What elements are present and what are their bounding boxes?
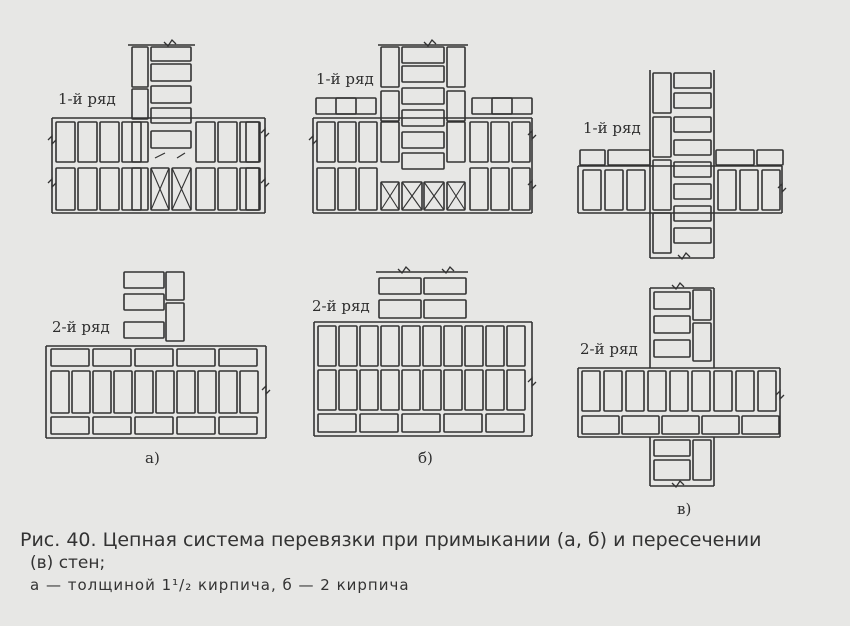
- brick: [423, 370, 441, 410]
- brick: [648, 371, 666, 411]
- brick: [674, 93, 711, 108]
- brick: [402, 414, 440, 432]
- caption-line-2: (в) стен;: [30, 553, 106, 573]
- brick: [93, 417, 131, 434]
- brick: [486, 370, 504, 410]
- brick: [654, 316, 690, 333]
- brick: [674, 228, 711, 243]
- brick: [339, 326, 357, 366]
- brick: [78, 168, 97, 210]
- brick: [177, 371, 195, 413]
- brick: [51, 417, 89, 434]
- brick: [360, 414, 398, 432]
- half-brick-mark: [151, 168, 169, 210]
- brick: [486, 414, 524, 432]
- brick: [674, 117, 711, 132]
- brick: [177, 349, 215, 366]
- brick: [605, 170, 623, 210]
- brick: [662, 416, 699, 434]
- brick: [758, 371, 776, 411]
- brick: [608, 150, 650, 165]
- label-c-row1: 1-й ряд: [583, 119, 641, 137]
- brick: [379, 300, 421, 318]
- brick: [78, 122, 97, 162]
- brick: [135, 417, 173, 434]
- brick: [114, 371, 132, 413]
- brick: [693, 290, 711, 320]
- brick: [582, 371, 600, 411]
- brick: [177, 417, 215, 434]
- brick: [444, 414, 482, 432]
- brick: [338, 168, 356, 210]
- brick: [740, 170, 758, 210]
- brick: [219, 417, 257, 434]
- brick: [402, 326, 420, 366]
- brick: [318, 370, 336, 410]
- brick: [198, 371, 216, 413]
- brick: [582, 416, 619, 434]
- brick: [132, 168, 148, 210]
- brick: [674, 73, 711, 88]
- brick: [423, 326, 441, 366]
- brick: [674, 184, 711, 199]
- brick: [622, 416, 659, 434]
- brick: [151, 131, 191, 148]
- brick: [465, 370, 483, 410]
- brick: [491, 122, 509, 162]
- brick: [653, 160, 671, 210]
- brick: [736, 371, 754, 411]
- brick: [718, 170, 736, 210]
- brick: [359, 122, 377, 162]
- brick: [124, 322, 164, 338]
- brick: [381, 91, 399, 121]
- brick: [693, 440, 711, 480]
- brick: [359, 168, 377, 210]
- brick: [381, 122, 399, 162]
- caption-line-1: Рис. 40. Цепная система перевязки при примыкании (а, б) и пересечении: [20, 529, 762, 551]
- break-mark: [48, 179, 56, 187]
- brick: [100, 168, 119, 210]
- brick: [246, 122, 260, 162]
- brick: [444, 370, 462, 410]
- brick: [318, 414, 356, 432]
- brick: [219, 371, 237, 413]
- brick: [72, 371, 90, 413]
- brick: [654, 292, 690, 309]
- brick: [93, 371, 111, 413]
- break-mark: [309, 136, 317, 144]
- brick: [151, 108, 191, 123]
- half-brick-mark: [402, 182, 422, 210]
- break-mark: [262, 386, 270, 394]
- brick: [51, 349, 89, 366]
- brick: [166, 272, 184, 300]
- sublabel-c: в): [677, 500, 692, 518]
- brick: [507, 370, 525, 410]
- brick: [491, 168, 509, 210]
- brick: [402, 47, 444, 63]
- half-brick-mark: [381, 182, 399, 210]
- brick: [402, 370, 420, 410]
- brick: [156, 371, 174, 413]
- brickwork-drawings: [46, 40, 786, 487]
- brick: [56, 168, 75, 210]
- brick: [100, 122, 119, 162]
- brick: [470, 122, 488, 162]
- brick: [757, 150, 783, 165]
- brick: [240, 371, 258, 413]
- half-brick-mark: [172, 168, 191, 210]
- brick: [654, 440, 690, 456]
- label-a-row2: 2-й ряд: [52, 318, 110, 336]
- brick: [339, 370, 357, 410]
- brick: [360, 370, 378, 410]
- brick: [135, 349, 173, 366]
- brick: [702, 416, 739, 434]
- brick: [512, 168, 530, 210]
- brick: [486, 326, 504, 366]
- brick: [653, 213, 671, 253]
- brick: [381, 47, 399, 87]
- brick: [360, 326, 378, 366]
- brick: [447, 47, 465, 87]
- brick: [626, 371, 644, 411]
- brick: [124, 294, 164, 310]
- break-mark: [261, 129, 269, 137]
- brick: [240, 122, 259, 162]
- brick: [196, 168, 215, 210]
- brick: [218, 168, 237, 210]
- brick: [714, 371, 732, 411]
- brick: [444, 326, 462, 366]
- brick: [762, 170, 780, 210]
- figure-caption: [20, 528, 835, 596]
- brick: [653, 117, 671, 157]
- brick: [654, 340, 690, 357]
- brick: [151, 64, 191, 81]
- brick: [338, 122, 356, 162]
- brick: [692, 371, 710, 411]
- brick: [93, 349, 131, 366]
- brick: [124, 272, 164, 288]
- brick: [447, 122, 465, 162]
- label-a-row1: 1-й ряд: [58, 90, 116, 108]
- brick: [627, 170, 645, 210]
- brick: [246, 168, 260, 210]
- sublabel-a: а): [145, 449, 160, 467]
- brick: [317, 122, 335, 162]
- brick: [583, 170, 601, 210]
- brick: [218, 122, 237, 162]
- half-brick-mark: [424, 182, 444, 210]
- brick: [381, 370, 399, 410]
- brick: [674, 162, 711, 177]
- break-mark: [776, 391, 784, 399]
- brick: [151, 86, 191, 103]
- brick: [693, 323, 711, 361]
- brick: [716, 150, 754, 165]
- brick: [604, 371, 622, 411]
- label-b-row2: 2-й ряд: [312, 297, 370, 315]
- break-mark: [261, 179, 269, 187]
- brick: [670, 371, 688, 411]
- brick: [317, 168, 335, 210]
- sublabel-b: б): [418, 449, 433, 467]
- brick: [166, 303, 184, 341]
- label-c-row2: 2-й ряд: [580, 340, 638, 358]
- brick: [465, 326, 483, 366]
- brick: [379, 278, 421, 294]
- brick: [318, 326, 336, 366]
- brick: [424, 300, 466, 318]
- break-mark: [48, 136, 56, 144]
- brick: [402, 132, 444, 148]
- brick: [51, 371, 69, 413]
- brick: [470, 168, 488, 210]
- brick: [151, 47, 191, 61]
- brick: [132, 122, 148, 162]
- brick: [56, 122, 75, 162]
- brick: [507, 326, 525, 366]
- label-b-row1: 1-й ряд: [316, 70, 374, 88]
- break-mark: [528, 378, 536, 386]
- brick: [219, 349, 257, 366]
- brick: [447, 91, 465, 121]
- brick: [742, 416, 779, 434]
- brick: [402, 153, 444, 169]
- brick: [674, 140, 711, 155]
- brick: [653, 73, 671, 113]
- half-brick-mark: [447, 182, 465, 210]
- brick: [132, 47, 148, 87]
- brick: [512, 122, 530, 162]
- brick: [381, 326, 399, 366]
- brick: [654, 460, 690, 480]
- brick: [135, 371, 153, 413]
- caption-line-3: а — толщиной 1¹/₂ кирпича, б — 2 кирпича: [30, 576, 410, 594]
- brick: [196, 122, 215, 162]
- half-brick-mark: [155, 153, 185, 158]
- brick: [402, 66, 444, 82]
- brick: [132, 89, 148, 119]
- brick: [424, 278, 466, 294]
- brick: [240, 168, 259, 210]
- brick: [402, 88, 444, 104]
- brick: [580, 150, 605, 165]
